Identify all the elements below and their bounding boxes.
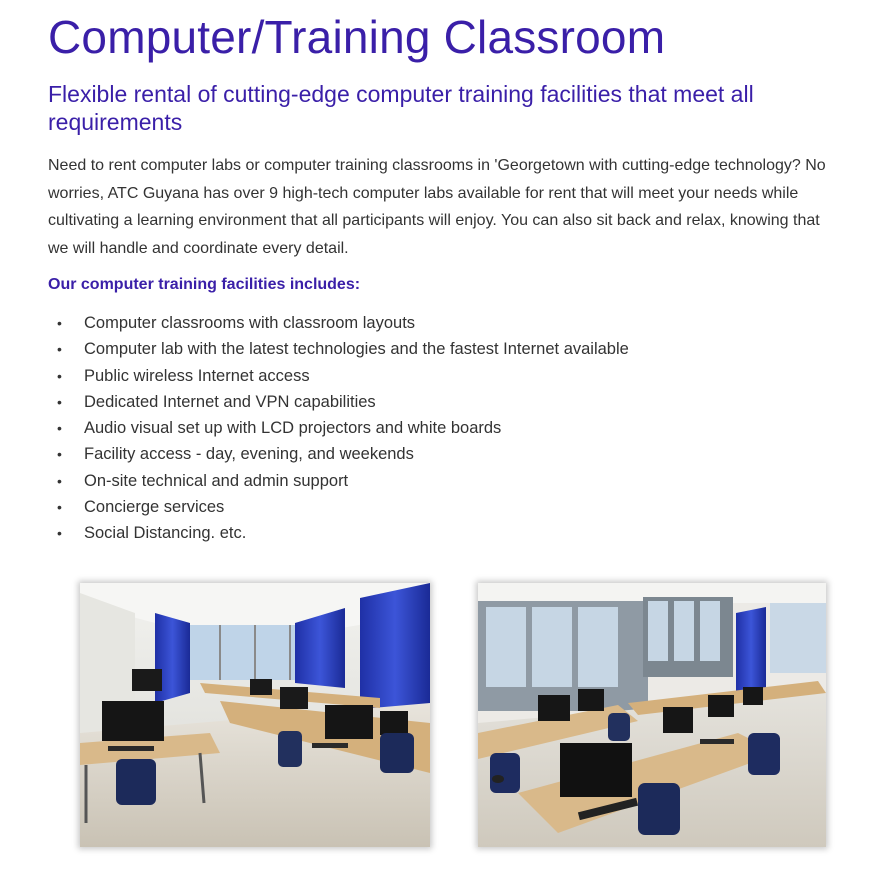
bullet-icon: • xyxy=(57,446,62,463)
classroom-photo-right-image xyxy=(478,583,826,847)
list-item xyxy=(48,389,838,415)
page-subtitle: Flexible rental of cutting-edge computer training facilities that meet all requirements xyxy=(48,81,754,135)
features-list xyxy=(48,310,838,547)
list-item-label: Concierge services xyxy=(84,498,225,517)
features-heading: Our computer training facilities includes: xyxy=(48,276,361,293)
classroom-photo-left-image xyxy=(80,583,430,847)
list-item xyxy=(48,336,838,362)
bullet-icon: • xyxy=(57,341,62,358)
list-item-label: Computer lab with the latest technologies and the fastest Internet available xyxy=(84,340,629,359)
list-item-label: Audio visual set up with LCD projectors and white boards xyxy=(84,419,502,438)
list-item-label: Facility access - day, evening, and weekends xyxy=(84,445,414,464)
page-content xyxy=(48,8,838,547)
list-item-label: Dedicated Internet and VPN capabilities xyxy=(84,392,376,411)
page-title: Computer/Training Classroom xyxy=(48,11,666,63)
list-item xyxy=(48,494,838,520)
list-item-label: Public wireless Internet access xyxy=(84,366,310,385)
intro-paragraph: Need to rent computer labs or computer training classrooms in 'Georgetown with cutting-edge technology? No worries, ATC Guyana has over 9 high-tech computer labs available for rent that will meet your needs while cultivating a learning environment that all participants will enjoy. You can also sit back and relax, knowing that we will handle and coordinate every detail. xyxy=(48,157,826,257)
list-item-label: Computer classrooms with classroom layouts xyxy=(84,314,416,332)
bullet-icon: • xyxy=(57,472,62,489)
bullet-icon: • xyxy=(57,420,62,437)
bullet-icon: • xyxy=(57,499,62,516)
list-item xyxy=(48,468,838,494)
list-item xyxy=(48,363,838,389)
bullet-icon: • xyxy=(57,525,62,542)
bullet-icon: • xyxy=(57,367,62,384)
list-item-label: On-site technical and admin support xyxy=(84,471,349,490)
bullet-icon: • xyxy=(57,393,62,410)
bullet-icon: • xyxy=(57,315,62,331)
classroom-photo-left xyxy=(80,583,430,847)
list-item-label: Social Distancing. etc. xyxy=(84,524,247,543)
list-item xyxy=(48,310,838,336)
list-item xyxy=(48,441,838,467)
list-item xyxy=(48,520,838,546)
list-item xyxy=(48,415,838,441)
classroom-photo-right xyxy=(478,583,826,847)
